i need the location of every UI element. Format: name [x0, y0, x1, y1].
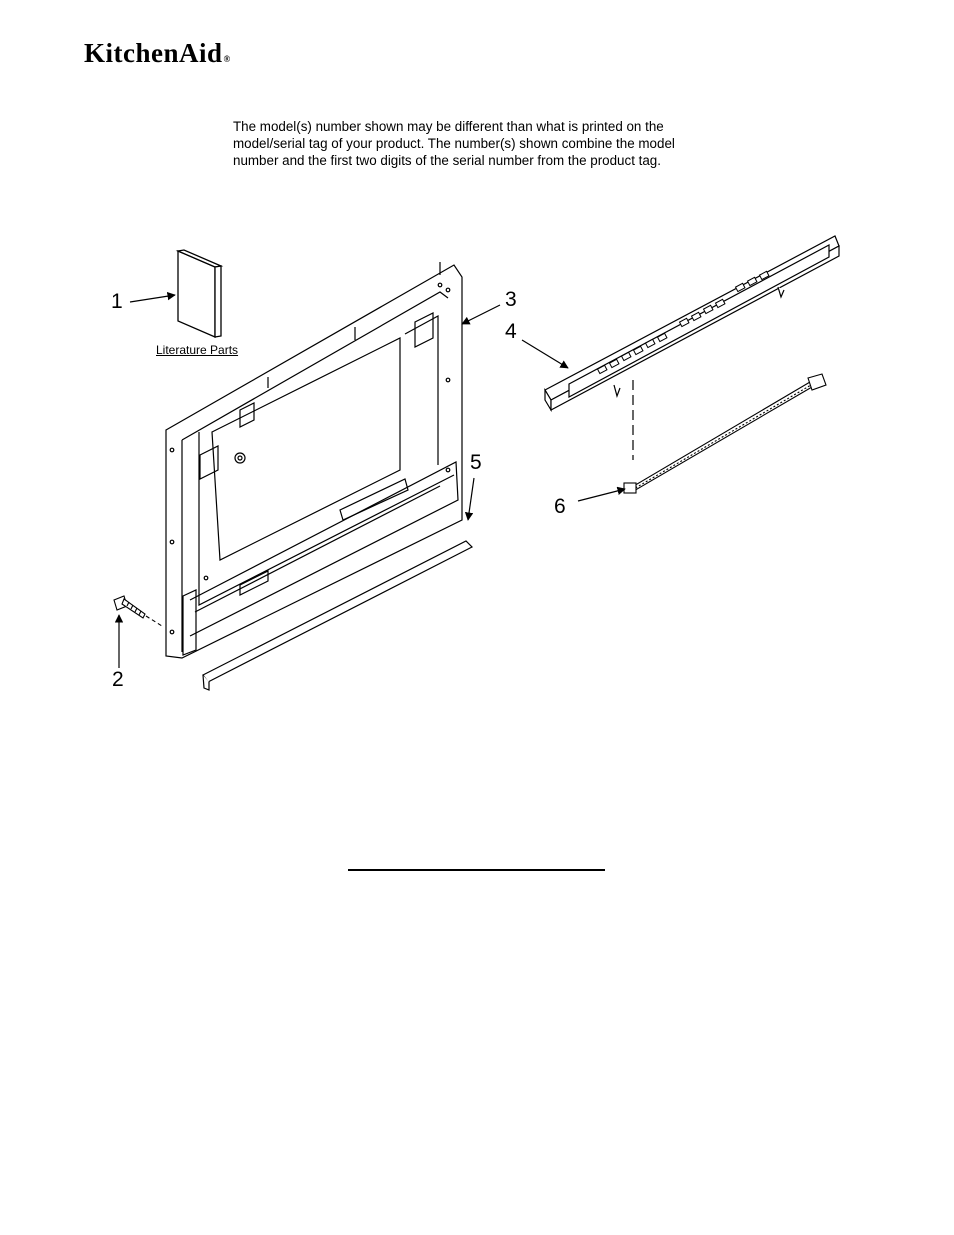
- model-number-notice: The model(s) number shown may be different than what is printed on the model/serial tag of your product. The number(s) shown combine the model number and the first two digits of the serial number from the product tag.: [233, 119, 675, 168]
- callout-3: 3: [505, 288, 517, 311]
- callout-2: 2: [112, 668, 124, 691]
- literature-parts-label: Literature Parts: [156, 343, 239, 357]
- callout-5: 5: [470, 451, 482, 474]
- registered-mark: ®: [223, 54, 231, 64]
- callout-1: 1: [111, 290, 123, 313]
- control-console: [545, 236, 839, 460]
- callout-4: 4: [505, 320, 517, 343]
- screw: [114, 596, 162, 626]
- callout-6: 6: [554, 495, 566, 518]
- literature-booklet: [178, 250, 221, 337]
- brand-logo-text: KitchenAid®: [84, 38, 231, 68]
- footer-divider: [348, 869, 605, 871]
- wire-harness: [624, 374, 826, 493]
